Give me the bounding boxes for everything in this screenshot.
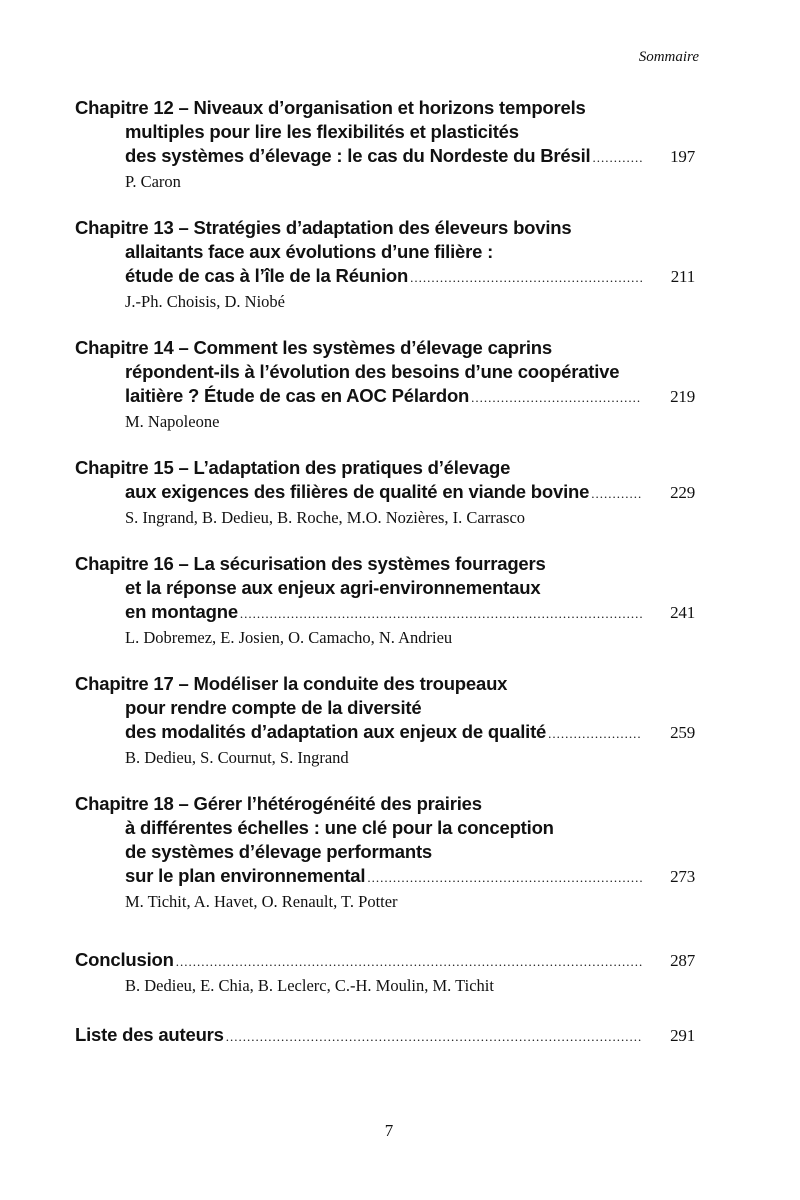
chapter-title-line: de systèmes d’élevage performants [125,841,433,862]
chapter-title-line: étude de cas à l’île de la Réunion [125,265,409,286]
chapter-title-last-line [75,384,695,410]
table-of-contents [75,96,695,1049]
chapter-authors: J.-Ph. Choisis, D. Niobé [125,292,285,311]
toc-entry-chapter-18 [75,792,695,914]
dot-leader [367,866,642,890]
page-folio: 7 [384,1121,394,1140]
toc-entry-chapter-17 [75,672,695,770]
running-head: Sommaire [638,49,699,65]
chapter-title-last-line [75,600,695,626]
page-number: 273 [670,867,695,886]
chapter-authors: M. Napoleone [125,412,220,431]
page-number: 197 [670,147,695,166]
chapter-authors: M. Tichit, A. Havet, O. Renault, T. Potter [125,892,398,911]
chapter-title-last-line [75,264,695,290]
chapter-title-line: des systèmes d’élevage : le cas du Nordeste du Brésil [125,145,591,166]
chapter-title-line: sur le plan environnemental [125,865,366,886]
conclusion-authors: B. Dedieu, E. Chia, B. Leclerc, C.-H. Moulin, M. Tichit [125,976,494,995]
toc-entry-chapter-12 [75,96,695,194]
page-number: 229 [670,483,695,502]
dot-leader [410,266,642,290]
liste-title-line [75,1023,695,1049]
chapter-title-line: Chapitre 18 – Gérer l’hétérogénéité des prairies [75,793,482,814]
chapter-authors: L. Dobremez, E. Josien, O. Camacho, N. Andrieu [125,628,453,647]
chapter-title-line: Chapitre 13 – Stratégies d’adaptation des éleveurs bovins [75,217,572,238]
chapter-title-line: à différentes échelles : une clé pour la conception [125,817,554,838]
chapter-title-line: répondent-ils à l’évolution des besoins d’une coopérative [125,361,620,382]
dot-leader [548,722,642,746]
dot-leader [176,950,642,974]
page-number: 259 [670,723,695,742]
chapter-title-line: Chapitre 17 – Modéliser la conduite des troupeaux [75,673,508,694]
chapter-title-last-line [75,480,695,506]
chapter-title-line: Chapitre 12 – Niveaux d’organisation et horizons temporels [75,97,586,118]
chapter-authors: S. Ingrand, B. Dedieu, B. Roche, M.O. Nozières, I. Carrasco [125,508,526,527]
chapter-title-line: Chapitre 15 – L’adaptation des pratiques d’élevage [75,457,511,478]
liste-title: Liste des auteurs [75,1024,224,1045]
dot-leader [226,1025,642,1049]
chapter-authors: B. Dedieu, S. Cournut, S. Ingrand [125,748,349,767]
page-number: 219 [670,387,695,406]
conclusion-title: Conclusion [75,949,174,970]
chapter-title-line: en montagne [125,601,238,622]
toc-entry-chapter-13 [75,216,695,314]
toc-entry-chapter-14 [75,336,695,434]
chapter-title-line: aux exigences des filières de qualité en viande bovine [125,481,590,502]
chapter-title-last-line [75,720,695,746]
chapter-title-line: pour rendre compte de la diversité [125,697,422,718]
toc-entry-conclusion [75,948,695,998]
toc-entry-chapter-16 [75,552,695,650]
chapter-title-line: multiples pour lire les flexibilités et plasticités [125,121,519,142]
dot-leader [471,386,642,410]
page-number: 291 [670,1026,695,1045]
conclusion-title-line [75,948,695,974]
chapter-title-line: laitière ? Étude de cas en AOC Pélardon [125,385,470,406]
dot-leader [240,602,642,626]
page-number: 287 [670,951,695,970]
chapter-title-line: Chapitre 14 – Comment les systèmes d’élevage caprins [75,337,552,358]
chapter-authors: P. Caron [125,172,181,191]
page-number: 211 [670,267,695,286]
toc-entry-liste-des-auteurs [75,1023,695,1049]
chapter-title-line: et la réponse aux enjeux agri-environnementaux [125,577,541,598]
page-number: 241 [670,603,695,622]
dot-leader [591,482,642,506]
chapter-title-line: Chapitre 16 – La sécurisation des systèmes fourragers [75,553,546,574]
chapter-title-last-line [75,864,695,890]
chapter-title-line: des modalités d’adaptation aux enjeux de qualité [125,721,547,742]
dot-leader [592,146,642,170]
toc-entry-chapter-15 [75,456,695,530]
chapter-title-last-line [75,144,695,170]
chapter-title-line: allaitants face aux évolutions d’une filière : [125,241,494,262]
